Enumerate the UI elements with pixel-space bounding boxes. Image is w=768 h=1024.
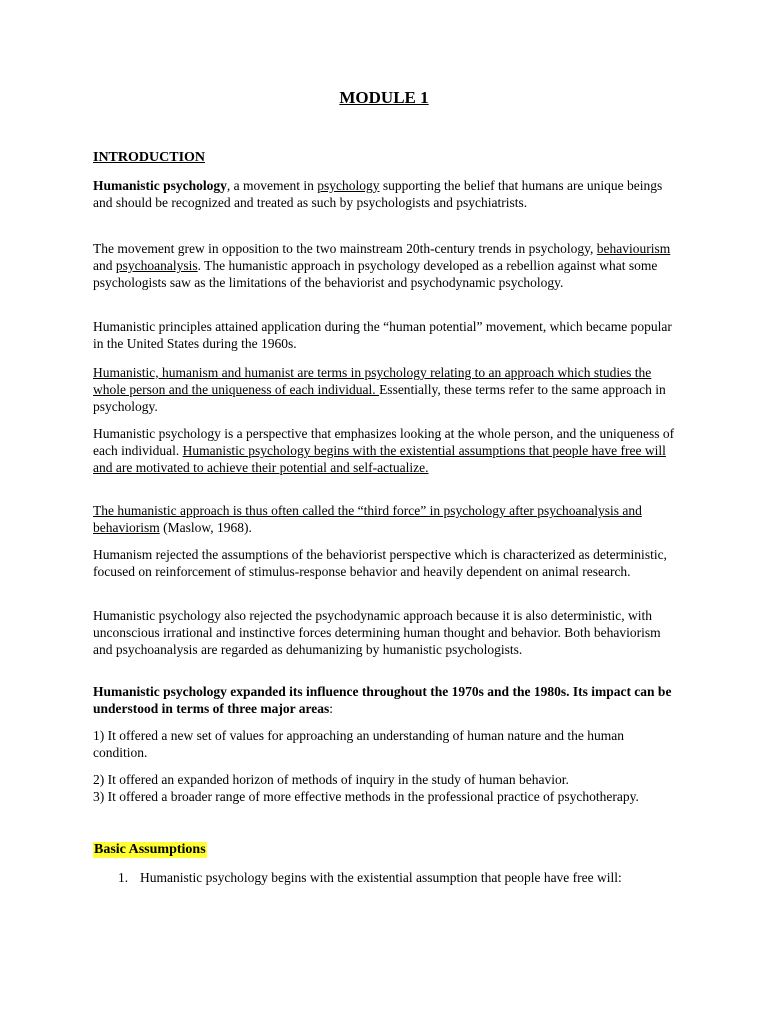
p2-text-2: and — [93, 258, 116, 273]
psychology-link[interactable]: psychology — [317, 178, 380, 193]
p9-bold-text: Humanistic psychology expanded its influence throughout the 1970s and the 1980s. Its impact can be understood in terms of three major areas — [93, 684, 672, 716]
p1-text-2: supporting the belief that humans are unique beings and should be recognized and treated as such by psychologists and psychiatrists. — [93, 178, 663, 210]
p4-text: Essentially, these terms refer to the same approach in psychology. — [93, 382, 666, 414]
p4-underlined-text: Humanistic, humanism and humanist are terms in psychology relating to an approach which studies the whole person and the uniqueness of each individual. — [93, 365, 652, 397]
p2-text-1: The movement grew in opposition to the two mainstream 20th-century trends in psychology, — [93, 241, 597, 256]
p6-citation: (Maslow, 1968). — [159, 520, 252, 535]
behaviourism-link[interactable]: behaviourism — [596, 241, 671, 256]
paragraph-11 — [93, 771, 678, 805]
p11-line-3: 3) It offered a broader range of more effective methods in the professional practice of psychotherapy. — [93, 789, 639, 804]
p1-text-1: , a movement in — [226, 178, 318, 193]
page-title: MODULE 1 — [339, 88, 429, 107]
paragraph-6 — [93, 502, 678, 536]
paragraph-9 — [93, 683, 678, 717]
p1-bold-term: Humanistic psychology — [93, 178, 227, 193]
paragraph-7: Humanism rejected the assumptions of the behaviorist perspective which is characterized as deterministic, focused on reinforcement of stimulus-response behavior and heavily dependent on animal research. — [93, 547, 667, 579]
paragraph-3: Humanistic principles attained application during the “human potential” movement, which became popular in the United States during the 1960s. — [93, 319, 672, 351]
paragraph-8: Humanistic psychology also rejected the psychodynamic approach because it is also deterministic, with unconscious irrational and instinctive forces determining human thought and behavior. Both behaviorism and psychoanalysis are regarded as dehumanizing by humanistic psychologists. — [93, 608, 661, 657]
p9-colon: : — [329, 701, 333, 716]
list-item-text: Humanistic psychology begins with the existential assumption that people have free will: — [140, 870, 622, 885]
paragraph-2 — [93, 240, 678, 291]
paragraph-1 — [93, 177, 678, 211]
paragraph-4 — [93, 364, 678, 415]
p6-underlined-text: The humanistic approach is thus often called the “third force” in psychology after psychoanalysis and behaviorism — [93, 503, 642, 535]
p5-text: Humanistic psychology is a perspective that emphasizes looking at the whole person, and the uniqueness of each individual. — [93, 426, 675, 458]
p11-line-2: 2) It offered an expanded horizon of methods of inquiry in the study of human behavior. — [93, 772, 569, 787]
paragraph-5 — [93, 425, 678, 476]
section-heading-basic-assumptions: Basic Assumptions — [94, 842, 206, 857]
section-heading-introduction: INTRODUCTION — [93, 150, 206, 165]
paragraph-10: 1) It offered a new set of values for approaching an understanding of human nature and the human condition. — [93, 728, 624, 760]
p5-underlined-text: Humanistic psychology begins with the existential assumptions that people have free will and are motivated to achieve their potential and self-actualize. — [93, 443, 666, 475]
p2-text-3: . The humanistic approach in psychology developed as a rebellion against what some psychologists saw as the limitations of the behaviorist and psychodynamic psychology. — [93, 258, 658, 290]
list-item-number: 1. — [118, 870, 129, 885]
psychoanalysis-link[interactable]: psychoanalysis — [115, 258, 198, 273]
